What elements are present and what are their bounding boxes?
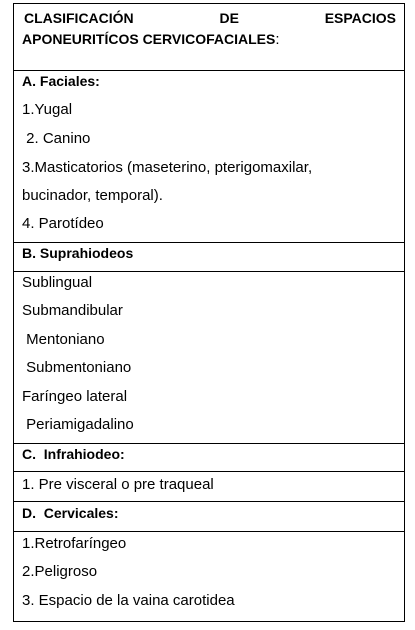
row-divider <box>13 242 405 243</box>
list-item: Periamigadalino <box>22 416 134 433</box>
list-item: Submentoniano <box>22 359 132 376</box>
row-divider <box>13 70 405 71</box>
title-colon: : <box>275 31 280 48</box>
list-item: Sublingual <box>22 274 93 291</box>
list-item: Submandibular <box>22 302 123 319</box>
list-item: 2.Peligroso <box>22 563 98 580</box>
title-word: ESPACIOS <box>324 10 396 26</box>
row-divider <box>13 443 405 444</box>
section-header-suprahiodeos: B. Suprahiodeos <box>22 245 134 261</box>
list-item: 1. Pre visceral o pre traqueal <box>22 476 214 493</box>
list-item: bucinador, temporal). <box>22 187 163 204</box>
row-divider <box>13 271 405 272</box>
list-item: 4. Parotídeo <box>22 215 104 232</box>
list-item: Faríngeo lateral <box>22 388 128 405</box>
list-item: 2. Canino <box>22 130 91 147</box>
list-item: 3.Masticatorios (maseterino, pterigomaxilar, <box>22 159 313 176</box>
list-item: 3. Espacio de la vaina carotidea <box>22 592 235 609</box>
row-divider <box>13 501 405 502</box>
table-title-line2 <box>22 31 280 48</box>
section-header-cervicales: D. Cervicales: <box>22 505 119 521</box>
section-header-faciales: A. Faciales: <box>22 73 100 89</box>
section-header-infrahiodeo: C. Infrahiodeo: <box>22 446 125 462</box>
list-item: Mentoniano <box>22 331 105 348</box>
title-word: DE <box>219 10 239 26</box>
table-title-line1 <box>24 10 396 27</box>
list-item: 1.Retrofaríngeo <box>22 535 127 552</box>
row-divider <box>13 471 405 472</box>
row-divider <box>13 531 405 532</box>
list-item: 1.Yugal <box>22 101 73 118</box>
title-word: CLASIFICACIÓN <box>24 10 134 26</box>
title-bold-text: APONEURITÍCOS CERVICOFACIALES <box>22 31 276 47</box>
